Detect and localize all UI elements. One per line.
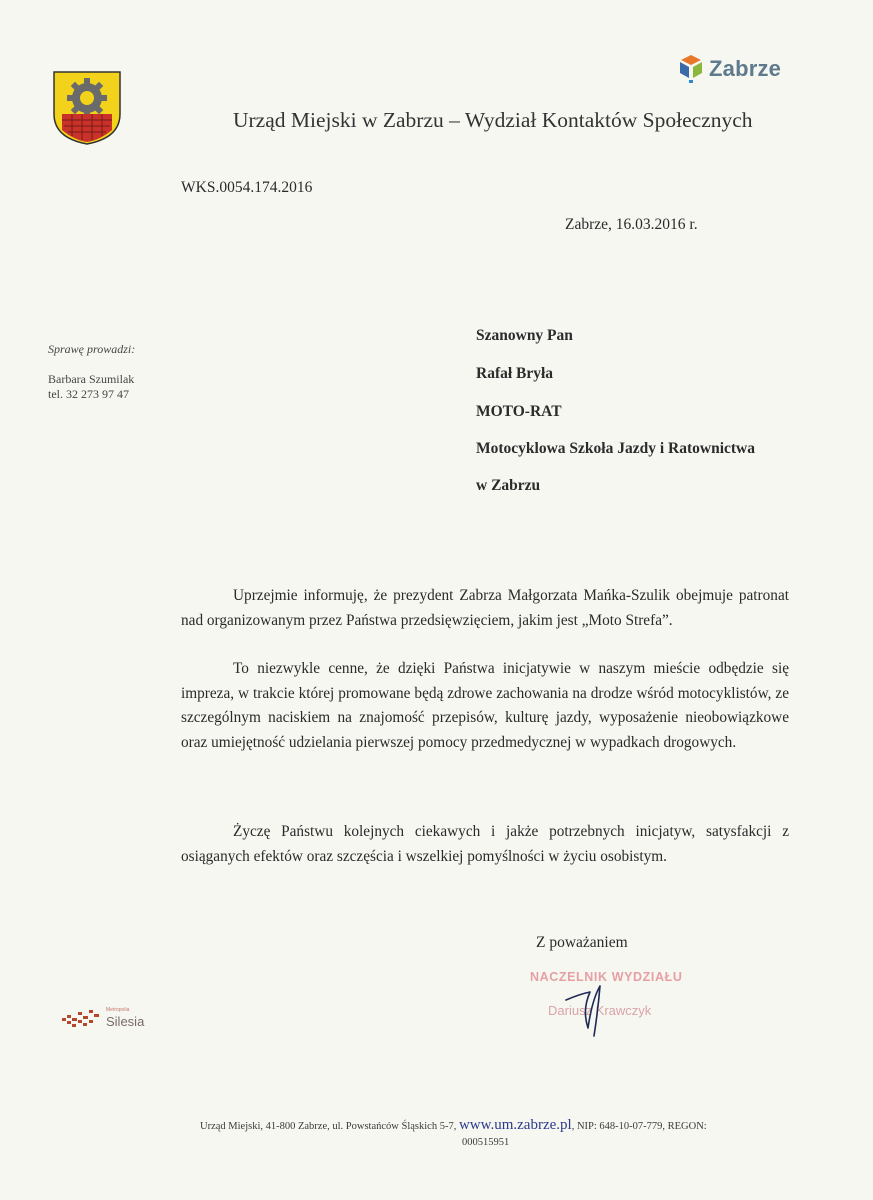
office-title: Urząd Miejski w Zabrzu – Wydział Kontaktów Społecznych bbox=[233, 108, 753, 132]
coat-of-arms-icon bbox=[52, 70, 122, 146]
recipient-organization: MOTO-RAT bbox=[476, 403, 562, 420]
footer-website-link[interactable]: www.um.zabrze.pl bbox=[458, 1117, 572, 1133]
brand-name: Zabrze bbox=[709, 56, 782, 81]
zabrze-logo-icon bbox=[677, 54, 705, 84]
recipient-organization-full: Motocyklowa Szkoła Jazdy i Ratownictwa bbox=[476, 440, 755, 457]
body-paragraph-1: Uprzejmie informuję, że prezydent Zabrza Małgorzata Mańka-Szulik obejmuje patronat nad organizowanym przez Państwa przedsięwzięciem, jakim jest „Moto Strefa”. bbox=[181, 587, 789, 629]
silesia-name: Silesia bbox=[106, 1014, 145, 1029]
stamp-name: Dariusz Krawczyk bbox=[548, 1003, 652, 1018]
body-paragraph-3: Życzę Państwu kolejnych ciekawych i jakże potrzebnych inicjatyw, satysfakcji z osiąganych efektów oraz szczęścia i wszelkiej pomyślności w życiu osobistym. bbox=[181, 823, 789, 865]
recipient-salutation: Szanowny Pan bbox=[476, 327, 573, 344]
case-handler-label: Sprawę prowadzi: bbox=[48, 342, 136, 356]
silesia-small-text: Metropolia bbox=[106, 1007, 130, 1013]
reference-number: WKS.0054.174.2016 bbox=[181, 179, 313, 196]
stamp-title: NACZELNIK WYDZIAŁU bbox=[530, 970, 683, 984]
footer bbox=[200, 1117, 780, 1151]
closing: Z poważaniem bbox=[536, 934, 628, 951]
date-line: Zabrze, 16.03.2016 r. bbox=[565, 216, 698, 233]
silesia-logo bbox=[62, 1008, 144, 1028]
footer-address: Urząd Miejski, 41-800 Zabrze, ul. Powstańców Śląskich 5-7, bbox=[200, 1121, 457, 1132]
silesia-logo-icon bbox=[62, 1008, 102, 1028]
footer-nip-regon: , NIP: 648-10-07-779, REGON: bbox=[571, 1121, 707, 1132]
case-handler-phone: tel. 32 273 97 47 bbox=[48, 387, 129, 401]
recipient-name: Rafał Bryła bbox=[476, 365, 554, 382]
zabrze-logo bbox=[677, 52, 781, 86]
body-paragraph-2: To niezwykle cenne, że dzięki Państwa inicjatywie w naszym mieście odbędzie się impreza, w trakcie której promowane będą zdrowe zachowania na drodze wśród motocyklistów, ze szczególnym naciskiem na znajomość przepisów, kulturę jazdy, wyposażenie nieobowiązkowe oraz umiejętność udzielania pierwszej pomocy przedmedycznej w wypadkach drogowych. bbox=[181, 660, 789, 751]
signature-icon bbox=[560, 980, 620, 1040]
case-handler-name: Barbara Szumilak bbox=[48, 372, 135, 386]
recipient-city: w Zabrzu bbox=[476, 477, 541, 494]
footer-regon-number: 000515951 bbox=[462, 1137, 510, 1148]
